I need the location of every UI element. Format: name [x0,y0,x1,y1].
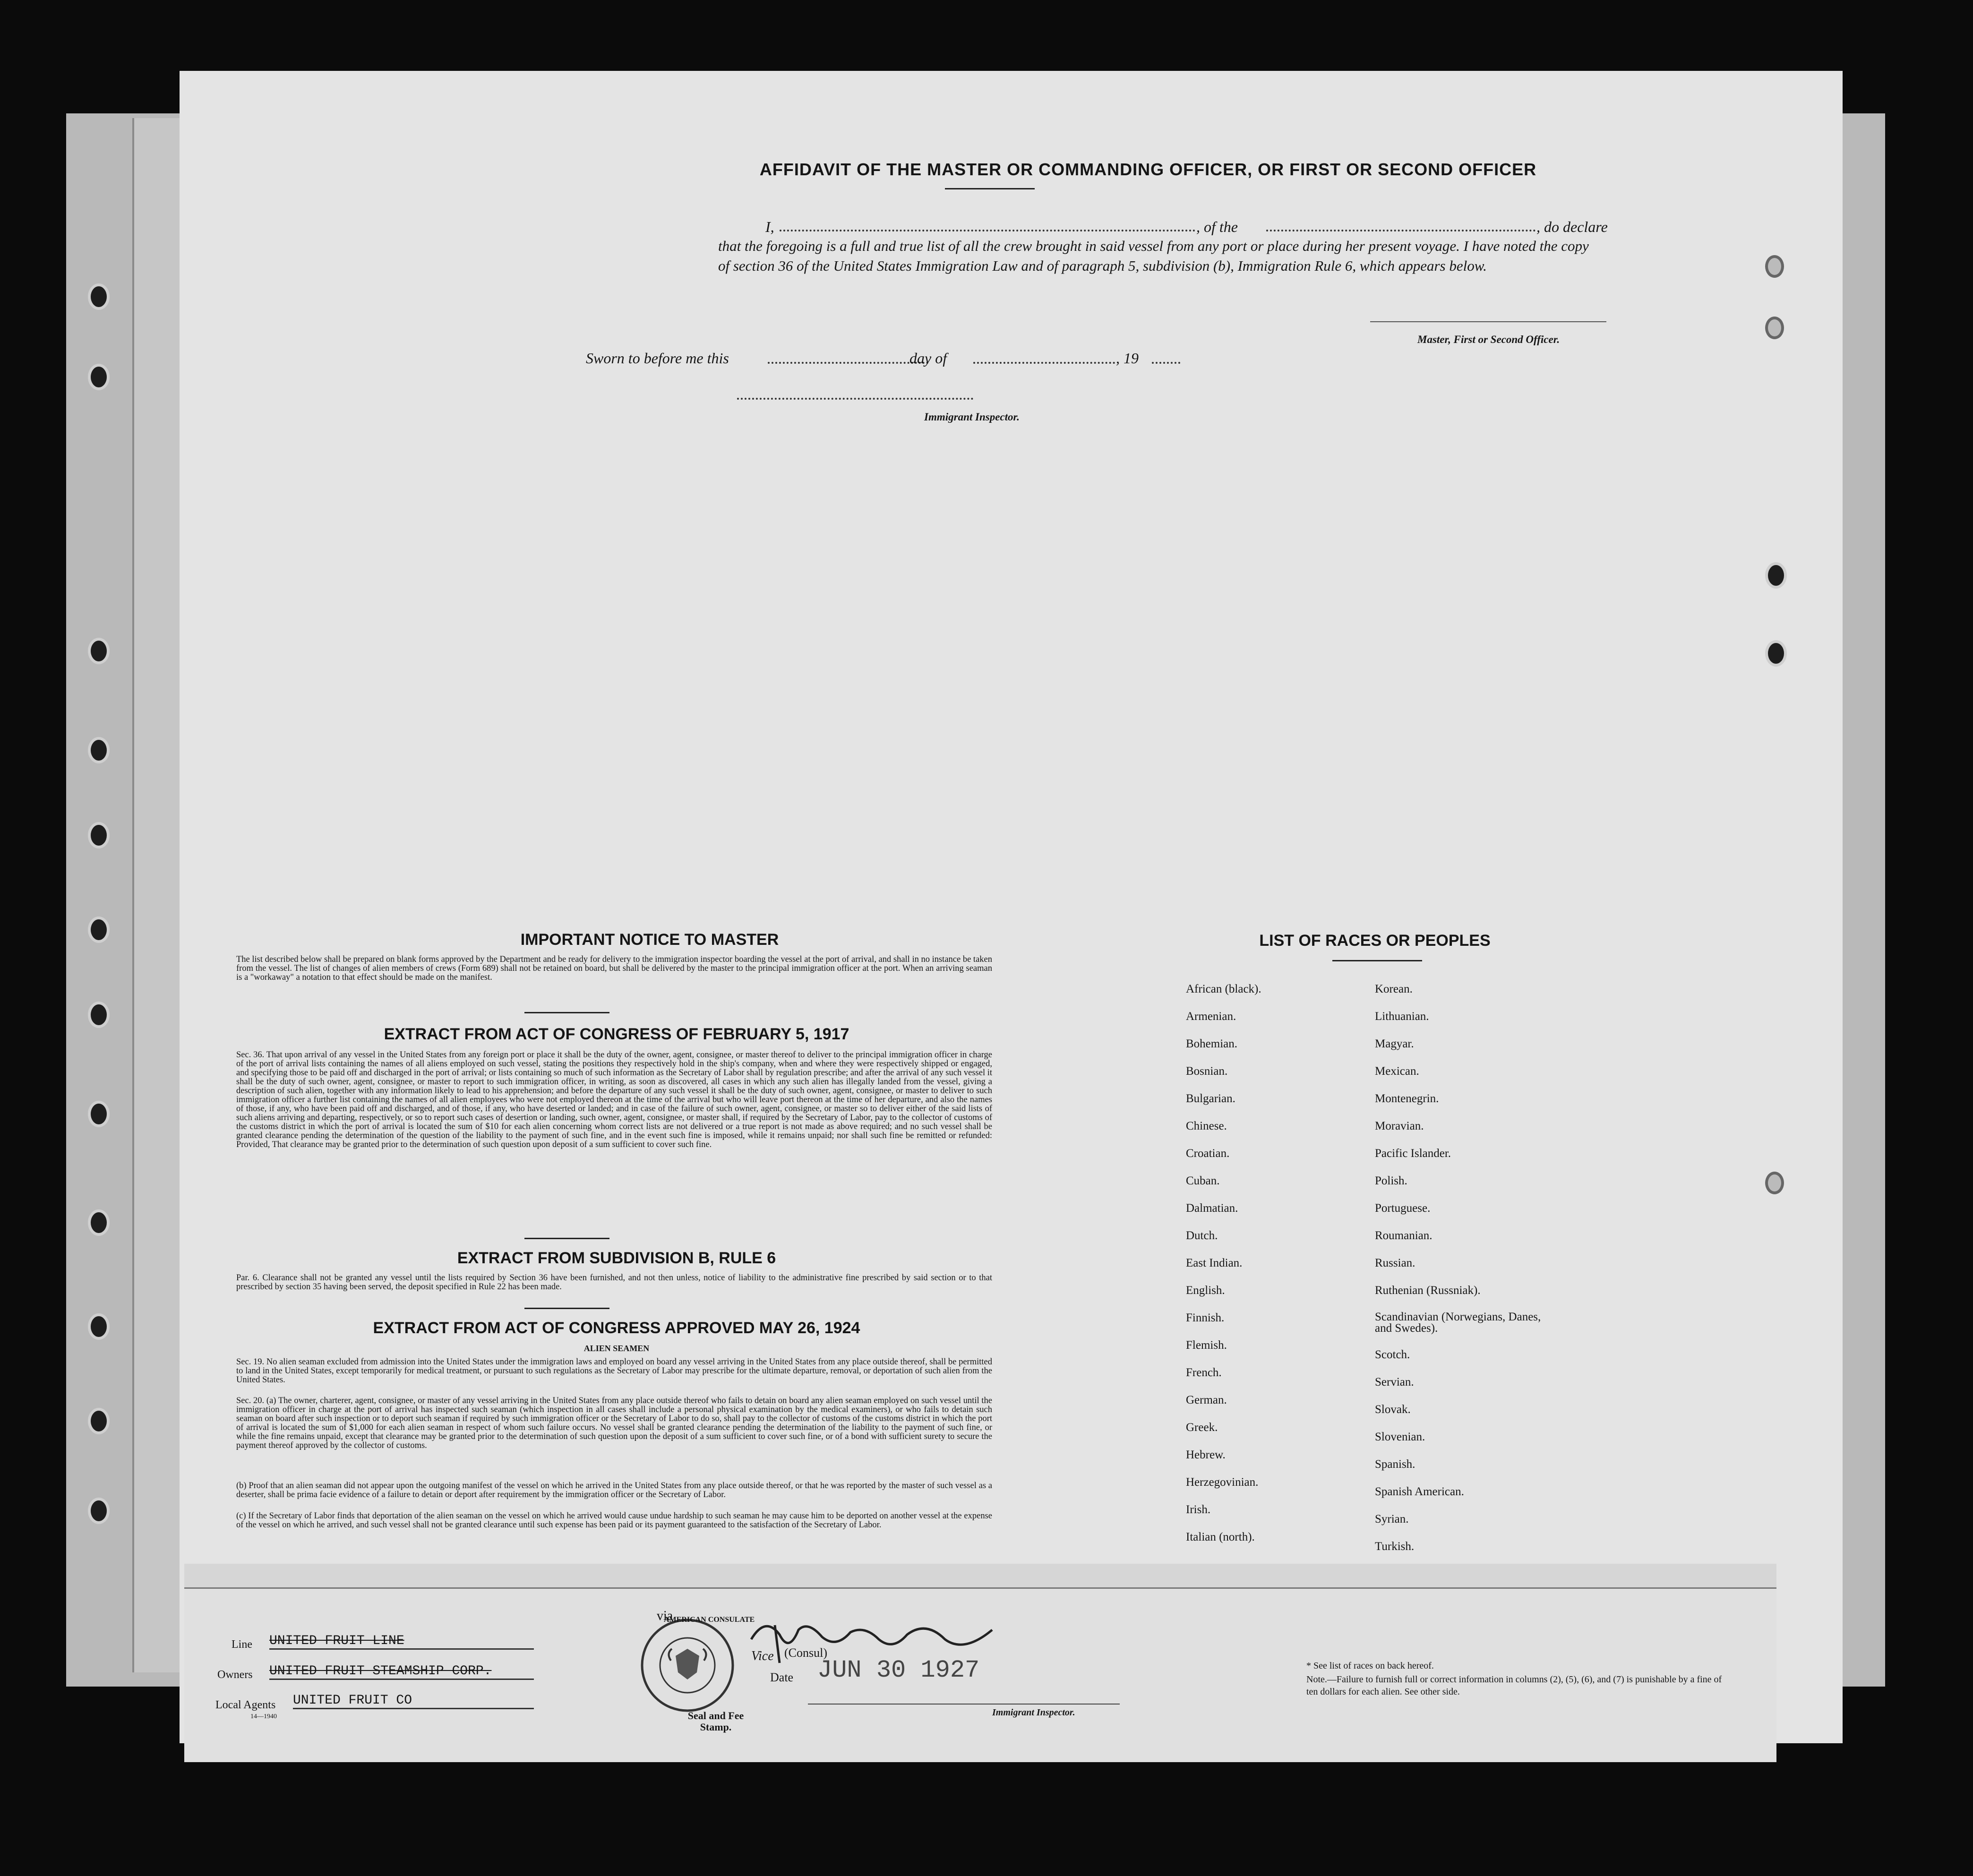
affidavit-page [180,71,1843,1743]
race-item: Herzegovinian. [1186,1476,1259,1489]
race-item: Greek. [1186,1421,1218,1434]
race-item: Cuban. [1186,1174,1220,1187]
race-item: Spanish American. [1375,1485,1464,1498]
vice-label: Vice [751,1649,774,1663]
seal-caption: Seal and Fee Stamp. [687,1710,744,1733]
race-item: African (black). [1186,983,1261,995]
master-label: Master, First or Second Officer. [1417,334,1560,345]
section-rule [524,1238,609,1239]
binder-hole [1765,255,1784,278]
manifest-footer [184,1564,1776,1762]
race-item: Moravian. [1375,1120,1424,1132]
race-item: Montenegrin. [1375,1092,1439,1105]
inspector-signature-blank[interactable] [737,398,973,400]
sworn-label: Sworn to before me this [586,350,729,367]
binder-hole [88,1498,110,1524]
do-declare-label: , do declare [1536,218,1608,235]
race-item: Servian. [1375,1376,1414,1388]
title-rule [945,188,1035,189]
race-item: Russian. [1375,1257,1415,1269]
date-label: Date [770,1670,794,1684]
race-item: German. [1186,1394,1227,1406]
binder-hole [1765,562,1787,589]
binder-hole [88,1209,110,1236]
master-signature-line[interactable] [1370,321,1606,322]
sworn-day-blank[interactable] [768,362,928,364]
binder-hole [88,364,110,390]
see-list-note: * See list of races on back hereof. [1306,1661,1434,1671]
owners-value: UNITED FRUIT STEAMSHIP CORP. [269,1664,534,1680]
race-item: Pacific Islander. [1375,1147,1451,1160]
i-label: I, [765,218,774,235]
race-item: Turkish. [1375,1540,1415,1553]
section-rule [524,1308,609,1309]
race-item: French. [1186,1366,1222,1379]
date-stamp: JUN 30 1927 [817,1656,980,1684]
race-item: Mexican. [1375,1065,1419,1078]
race-item: Lithuanian. [1375,1010,1429,1023]
race-item: Ruthenian (Russniak). [1375,1284,1481,1297]
penalty-note: Note.—Failure to furnish full or correct information in columns (2), (5), (6), and (7) is punishable by a fine of ten dollars for each alien. See other side. [1306,1674,1722,1697]
race-item: Scotch. [1375,1348,1410,1361]
binder-hole [88,822,110,848]
race-item: Slovak. [1375,1403,1411,1416]
seal-ring-text: AMERICAN CONSULATE [664,1616,755,1624]
via-label: via [657,1609,673,1623]
binder-hole [88,1313,110,1340]
consul-label: (Consul) [784,1646,827,1660]
inspector-label: Immigrant Inspector. [924,411,1020,423]
notice-title: IMPORTANT NOTICE TO MASTER [520,931,779,949]
sec20b-text: (b) Proof that an alien seaman did not appear upon the outgoing manifest of the vessel on which he arrived in the United States from any place outside thereof, or that he was reported by the master of such vessel as a deserter, shall be prima facie evidence of a failure to detain or deport after requirement by the immigration officer or the Secretary of Labor. [236,1481,992,1499]
of-the-label: , of the [1196,218,1238,235]
race-item: Armenian. [1186,1010,1236,1023]
extract-1917-text: Sec. 36. That upon arrival of any vessel in the United States from any foreign port or place it shall be the duty of the owner, agent, consignee, or master thereof to deliver to the principal immigration officer in charge of the port of arrival lists containing the names of all aliens employed on such vessel, stating the positions they respectively hold in the ship's company, when and where they were respectively shipped or engaged, and specifying those to be paid off and discharged in the port of arrival; or lists containing so much of such information as the Secretary of Labor shall by regulation prescribe; and after the arrival of any such vessel it shall be the duty of such owner, agent, consignee, or master to report to such immigration officer, in writing, as soon as discovered, all cases in which any such alien has illegally landed from the vessel, giving a description of such alien, together with any information likely to lead to his apprehension; and before the departure of any such vessel it shall be the duty of such owner, agent, consignee, or master to deliver to such immigration officer a further list containing the names of all alien employees who were not employed thereon at the time of the arrival but who will leave port thereon at the time of her departure, and also the names of those, if any, who have been paid off and discharged, and of those, if any, who have deserted or landed; and in case of the failure of such owner, agent, consignee, or master so to deliver either of the said lists of such aliens arriving and departing, respectively, or so to report such cases of desertion or landing, such owner, agent, consignee, or master shall, if required by the Secretary of Labor, pay to the collector of customs of the customs district in which the port of arrival is located the sum of $10 for each alien concerning whom correct lists are not delivered or a true report is not made as above required; and no such vessel shall be granted clearance pending the determination of the question of the liability to the payment of such fine, and in the event such fine is imposed, while it remains unpaid; nor shall such fine be remitted or refunded: Provided, That clearance may be granted prior to the determination of such question upon deposit of a sum sufficient to cover such fine. [236,1050,992,1149]
sec19-text: Sec. 19. No alien seaman excluded from admission into the United States under the immigration laws and employed on board any vessel arriving in the United States from any place outside thereof, shall be permitted to land in the United States, except temporarily for medical treatment, or pursuant to such regulations as the Secretary of Labor may prescribe for the ultimate departure, removal, or deportation of such alien from the United States. [236,1357,992,1385]
race-item: Magyar. [1375,1037,1414,1050]
form-number: 14—1940 [250,1713,277,1720]
race-item: English. [1186,1284,1225,1297]
binder-hole [88,1101,110,1127]
binder-hole [1765,640,1787,667]
inspector-signature-line[interactable] [808,1704,1120,1705]
year-label: , 19 [1116,350,1139,367]
owners-label: Owners [217,1669,253,1681]
extract-1924-title: EXTRACT FROM ACT OF CONGRESS APPROVED MAY 26, 1924 [373,1319,860,1337]
extract-rule6-text: Par. 6. Clearance shall not be granted any vessel until the lists required by Section 36 have been furnished, and not then unless, notice of liability to the administrative fine prescribed by said section or to that prescribed by section 35 having been served, the deposit specified in Rule 22 has been made. [236,1273,992,1292]
sworn-year-blank[interactable] [1152,362,1180,364]
extract-rule6-title: EXTRACT FROM SUBDIVISION B, RULE 6 [457,1249,776,1267]
binder-hole [88,283,110,310]
race-item: Croatian. [1186,1147,1230,1160]
affidavit-title: AFFIDAVIT OF THE MASTER OR COMMANDING OFFICER, OR FIRST OR SECOND OFFICER [759,160,1537,179]
sec20c-text: (c) If the Secretary of Labor finds that deportation of the alien seaman on the vessel on which he arrived would cause undue hardship to such seaman he may cause him to be deported on another vessel at the expense of the vessel on which he arrived, and such vessel shall not be granted clearance until such expense has been paid or its payment guaranteed to the satisfaction of the Secretary of Labor. [236,1511,992,1530]
affidavit-statement: that the foregoing is a full and true list of all the crew brought in said vessel from any port or place during her present voyage. I have noted the copy of section 36 of the United States Immigration Law and of paragraph 5, subdivision (b), Immigration Rule 6, which appears below. [718,238,1589,274]
binder-hole [88,917,110,943]
agents-label: Local Agents [215,1699,276,1711]
race-item: Slovenian. [1375,1431,1425,1443]
race-item: Polish. [1375,1174,1407,1187]
sworn-month-blank[interactable] [973,362,1115,364]
consulate-seal-icon [638,1616,737,1715]
races-rule [1332,960,1422,961]
vessel-blank[interactable] [1266,230,1536,231]
race-item: East Indian. [1186,1257,1243,1269]
race-item: Spanish. [1375,1458,1415,1471]
race-item: Bohemian. [1186,1037,1238,1050]
day-of-label: day of [909,350,947,367]
binder-hole [88,737,110,763]
race-item: Korean. [1375,983,1413,995]
race-item: Dalmatian. [1186,1202,1238,1215]
race-item: Finnish. [1186,1311,1225,1324]
section-rule [524,1012,609,1013]
race-item: Portuguese. [1375,1202,1431,1215]
agents-value: UNITED FRUIT CO [293,1693,534,1709]
name-blank[interactable] [780,230,1195,231]
race-item: Flemish. [1186,1339,1227,1352]
line-value: UNITED FRUIT LINE [269,1634,534,1650]
race-item: Scandinavian (Norwegians, Danes, and Swedes). [1375,1311,1541,1335]
race-item: Dutch. [1186,1229,1218,1242]
race-item: Irish. [1186,1503,1211,1516]
race-item: Roumanian. [1375,1229,1433,1242]
footer-inspector-label: Immigrant Inspector. [992,1707,1075,1718]
extract-1917-title: EXTRACT FROM ACT OF CONGRESS OF FEBRUARY 5, 1917 [384,1025,849,1043]
binder-hole [88,1408,110,1434]
race-item: Hebrew. [1186,1448,1226,1461]
race-item: Syrian. [1375,1513,1409,1525]
line-label: Line [232,1638,252,1651]
binder-hole [1765,1172,1784,1194]
races-title: LIST OF RACES OR PEOPLES [1259,932,1491,950]
binder-hole [88,638,110,664]
race-item: Bosnian. [1186,1065,1228,1078]
alien-seamen-subtitle: ALIEN SEAMEN [583,1344,650,1353]
sec20a-text: Sec. 20. (a) The owner, charterer, agent, consignee, or master of any vessel arriving in the United States from any place outside thereof who fails to detain on board any alien seaman employed on such vessel until the immigration officer in charge at the port of arrival has inspected such seaman (which inspection in all cases shall include a personal physical examination by the medical examiners), or who fails to detain such seaman on board after such inspection or to deport such seaman if required by such immigration officer or the Secretary of Labor to do so, shall pay to the collector of customs of the customs district in which the port of arrival is located the sum of $1,000 for each alien seaman in respect of whom such failure occurs. No vessel shall be granted clearance pending the determination of the liability to the payment of such fine, or while the fine remains unpaid, except that clearance may be granted prior to the determination of such question upon the deposit of a sum sufficient to cover such fine, or of a bond with sufficient surety to secure the payment thereof approved by the collector of customs. [236,1396,992,1450]
race-item: Chinese. [1186,1120,1227,1132]
binder-hole [1765,317,1784,339]
binder-hole [88,1002,110,1028]
notice-text: The list described below shall be prepared on blank forms approved by the Department and be ready for delivery to the immigration inspector boarding the vessel at the port of arrival, and shall in no instance be taken from the vessel. The list of changes of alien members of crews (Form 689) shall not be retained on board, but shall be delivered by the master to the principal immigration officer at the port. When an arriving seaman is a "workaway" a notation to that effect should be made on the manifest. [236,955,992,982]
race-item: Bulgarian. [1186,1092,1235,1105]
footer-grid-row [184,1564,1776,1589]
race-item: Italian (north). [1186,1531,1255,1543]
